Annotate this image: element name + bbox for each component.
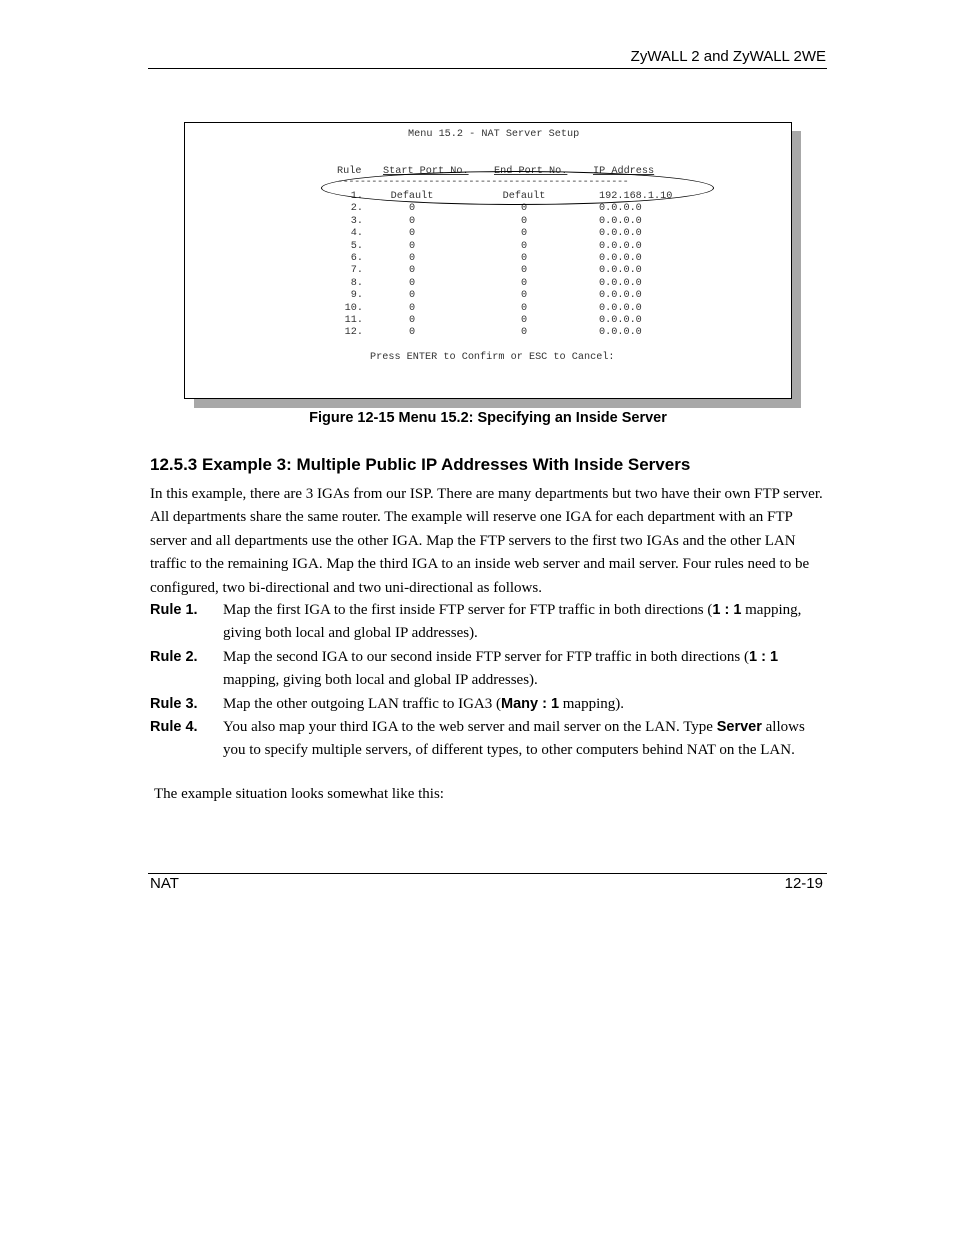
row-start-port: 0 [408,203,416,215]
table-row [185,241,791,253]
row-start-port: 0 [408,253,416,264]
row-ip-address: 0.0.0.0 [599,253,642,264]
row-start-port: 0 [408,290,416,302]
header-rule [148,68,827,69]
row-ip-address: 0.0.0.0 [599,277,642,289]
row-ip-address: 0.0.0.0 [599,228,642,240]
rule-text: Map the other outgoing LAN traffic to IGA3 (Many : 1 mapping). [223,695,625,712]
table-row [185,290,791,302]
section-title: 12.5.3 Example 3: Multiple Public IP Addresses With Inside Servers [150,455,691,474]
row-rule-number: 2. [350,203,363,215]
row-start-port: 0 [408,240,416,252]
table-row [185,253,791,265]
row-ip-address: 0.0.0.0 [599,290,642,302]
footer-section-name: NAT [150,875,179,892]
row-ip-address: 0.0.0.0 [599,315,642,326]
rule-list [150,599,830,763]
closing-text: The example situation looks somewhat like this: [154,786,444,802]
table-row [185,216,791,228]
rule-label: Rule 1. [150,602,198,618]
row-end-port: 0 [520,290,528,302]
row-end-port: 0 [520,228,528,240]
rule-item [150,599,830,646]
section-paragraph: In this example, there are 3 IGAs from our ISP. There are many departments but two have their own FTP server. All departments share the same router. The example will reserve one IGA for each department with an FTP server and all departments use the other IGA. Map the FTP servers to the first two IGAs and the other LAN traffic to the remaining IGA. Map the third IGA to an inside web server and mail server. Four rules need to be configured, two bi-directional and two uni-directional as follows. [150,486,823,596]
highlight-ellipse [321,171,714,205]
rule-item [150,716,830,763]
table-row [185,228,791,240]
row-end-port: 0 [520,215,528,227]
column-header-start-port: Start Port No. [383,166,469,177]
row-ip-address: 192.168.1.10 [599,191,673,202]
table-row [185,315,791,327]
row-end-port: 0 [520,302,528,314]
header-title: ZyWALL 2 and ZyWALL 2WE [630,48,826,65]
rule-item [150,693,830,716]
row-rule-number: 12. [344,327,363,339]
row-end-port: 0 [520,240,528,252]
rule-label: Rule 3. [150,695,198,712]
row-rule-number: 11. [344,315,363,326]
table-row [185,303,791,315]
row-rule-number: 9. [350,290,363,302]
row-ip-address: 0.0.0.0 [599,203,642,215]
row-start-port: 0 [408,228,416,240]
row-rule-number: 7. [350,265,363,277]
column-header-end-port: End Port No. [494,166,568,177]
figure-caption: Figure 12-15 Menu 15.2: Specifying an Inside Server [309,410,667,426]
row-rule-number: 8. [350,277,363,289]
row-end-port: 0 [520,265,528,277]
row-start-port: Default [390,191,434,202]
table-row [185,278,791,290]
row-rule-number: 3. [350,215,363,227]
rule-text: Map the first IGA to the first inside FTP server for FTP traffic in both directions (1 : 1 mapping, giving both local and global IP addresses). [223,602,802,642]
row-ip-address: 0.0.0.0 [599,327,642,339]
row-start-port: 0 [408,315,416,326]
footer-page-number: 12-19 [784,875,823,892]
footer-rule [148,873,827,874]
row-end-port: 0 [520,253,528,264]
row-rule-number: 4. [350,228,363,240]
terminal-screen [184,122,792,399]
row-rule-number: 5. [350,240,363,252]
row-start-port: 0 [408,302,416,314]
table-row [185,203,791,215]
rule-text: You also map your third IGA to the web server and mail server on the LAN. Type Server allows you to specify multiple servers, of different types, to other computers behind NAT on the LAN. [223,719,805,759]
row-start-port: 0 [408,277,416,289]
row-rule-number: 10. [344,302,363,314]
row-end-port: 0 [520,277,528,289]
rule-text: Map the second IGA to our second inside FTP server for FTP traffic in both directions (1 : 1 mapping, giving both local and global IP addresses). [223,648,779,689]
menu-title: Menu 15.2 - NAT Server Setup [408,129,580,140]
row-start-port: 0 [408,327,416,339]
row-end-port: 0 [520,327,528,339]
row-end-port: 0 [520,203,528,215]
column-header-ip: IP Address [593,166,655,177]
rule-label: Rule 4. [150,719,198,736]
prompt-text: Press ENTER to Confirm or ESC to Cancel: [370,352,615,363]
column-header-rule: Rule [337,166,362,177]
rule-item [150,646,830,693]
row-ip-address: 0.0.0.0 [599,265,642,277]
row-ip-address: 0.0.0.0 [599,215,642,227]
table-row [185,265,791,277]
row-end-port: Default [502,191,546,202]
header-separator: --------------------------------------------------- [337,177,629,188]
row-ip-address: 0.0.0.0 [599,240,642,252]
table-row [185,327,791,339]
row-end-port: 0 [520,315,528,326]
rule-label: Rule 2. [150,648,198,665]
row-rule-number: 1. [350,191,363,202]
row-ip-address: 0.0.0.0 [599,302,642,314]
row-start-port: 0 [408,215,416,227]
row-start-port: 0 [408,265,416,277]
row-rule-number: 6. [350,253,363,264]
